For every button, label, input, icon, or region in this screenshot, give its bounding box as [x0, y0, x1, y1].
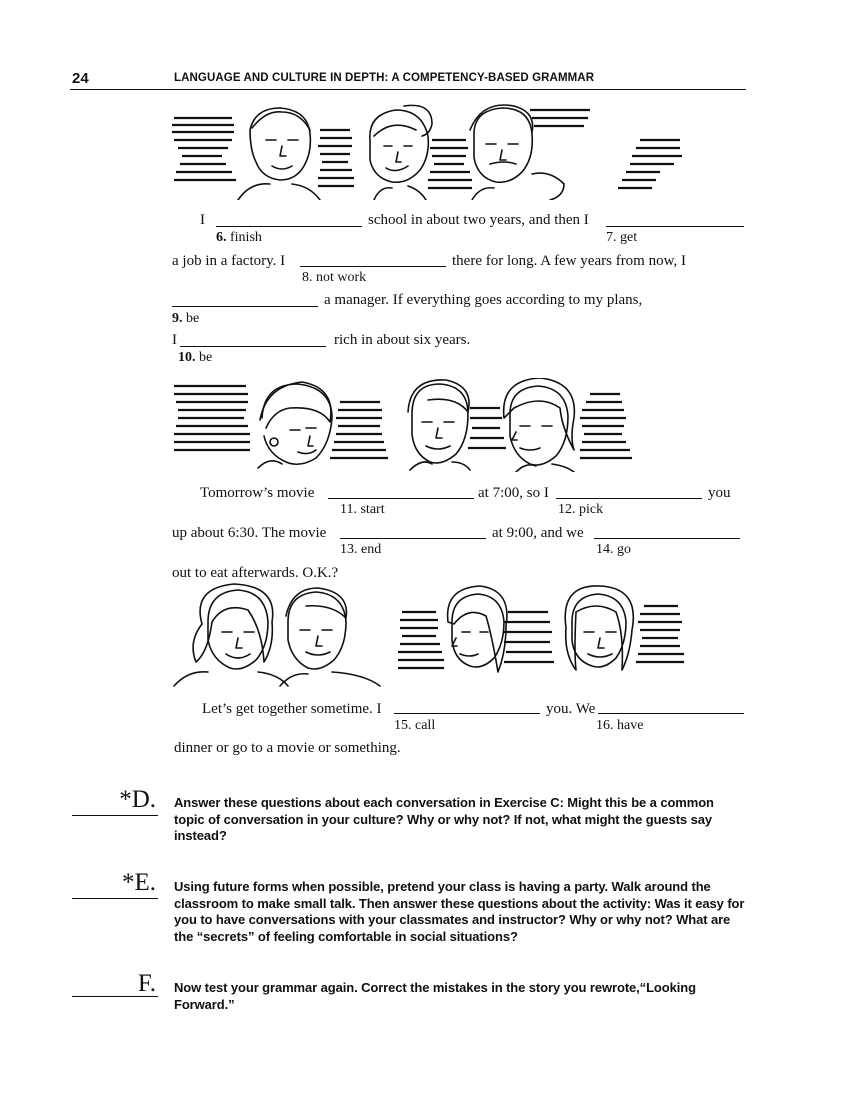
party-illustration-3	[168, 582, 688, 692]
c1-line2-middle: there for long. A few years from now, I	[452, 253, 686, 269]
c1-line4-middle: rich in about six years.	[334, 332, 471, 348]
c1-line1-middle: school in about two years, and then I	[368, 212, 589, 228]
c2-line1-end: you	[708, 485, 731, 501]
blank-13[interactable]	[340, 538, 486, 539]
blank-6[interactable]	[216, 226, 362, 227]
c2-line2-start: up about 6:30. The movie	[172, 525, 327, 541]
c3-line1-start: Let’s get together sometime. I	[202, 701, 382, 717]
c1-line4-start: I	[172, 332, 177, 348]
hint-14: 14. go	[596, 542, 631, 557]
c1-line2-start: a job in a factory. I	[172, 253, 286, 269]
blank-10[interactable]	[180, 346, 326, 347]
hint-7: 7. get	[606, 230, 638, 245]
person-woman-short-hair	[258, 382, 332, 468]
hint-15: 15. call	[394, 718, 436, 733]
party-illustration-1	[170, 100, 690, 200]
blank-9[interactable]	[172, 306, 318, 307]
exercise-e-letter: *E.	[121, 869, 156, 896]
blank-15[interactable]	[394, 713, 540, 714]
blank-12[interactable]	[556, 498, 702, 499]
header-rule	[70, 89, 746, 90]
exercise-f-text: Now test your grammar again. Correct the mistakes in the story you rewrote,“Looking Forward.”	[174, 980, 696, 1012]
hint-11: 11. start	[340, 502, 385, 517]
hint-16: 16. have	[596, 718, 644, 733]
c3-line2-start: dinner or go to a movie or something.	[174, 740, 401, 756]
hint-6: 6. finish	[216, 230, 262, 245]
c1-line1-start: I	[200, 212, 205, 228]
blank-14[interactable]	[594, 538, 740, 539]
exercise-d-text: Answer these questions about each conversation in Exercise C: Might this be a common topic of conversation in your culture? Why or why not? If not, what might the guests say instead?	[174, 795, 714, 843]
exercise-f-rule	[72, 996, 158, 997]
person-young-man-2	[408, 380, 470, 470]
exercise-e-rule	[72, 898, 158, 899]
exercise-e-text: Using future forms when possible, pretend your class is having a party. Walk around the classroom to make small talk. Then answer these questions about the activity: Was it easy for you to have conversations with your classmates and instructor? Why or why not? What are the “secrets” of feeling comfortable in social situations?	[174, 879, 745, 944]
person-woman-curly-hair	[174, 584, 288, 686]
hint-12: 12. pick	[558, 502, 604, 517]
c2-line3-start: out to eat afterwards. O.K.?	[172, 565, 339, 581]
c1-line3-middle: a manager. If everything goes according to my plans,	[324, 292, 643, 308]
party-illustration-2	[170, 378, 650, 472]
background-silhouettes-3	[398, 606, 684, 668]
background-silhouettes	[172, 110, 682, 188]
exercise-d-rule	[72, 815, 158, 816]
exercise-f-letter: F.	[137, 970, 156, 997]
running-header-title: LANGUAGE AND CULTURE IN DEPTH: A COMPETENCY-BASED GRAMMAR	[174, 72, 595, 84]
person-older-man	[280, 588, 380, 686]
blank-7[interactable]	[606, 226, 744, 227]
hint-9: 9. be	[172, 311, 200, 326]
page-number: 24	[72, 70, 89, 87]
exercise-d-letter: *D.	[119, 786, 156, 813]
hint-8: 8. not work	[302, 270, 367, 285]
hint-10: 10. be	[178, 350, 213, 365]
c3-line1-middle: you. We	[546, 701, 596, 717]
hint-13: 13. end	[340, 542, 382, 557]
blank-8[interactable]	[300, 266, 446, 267]
person-woman-bob	[565, 586, 633, 670]
c2-line1-start: Tomorrow’s movie	[200, 485, 315, 501]
blank-11[interactable]	[328, 498, 474, 499]
c2-line1-middle: at 7:00, so I	[478, 485, 549, 501]
person-woman-bun	[370, 105, 432, 200]
person-young-man	[238, 108, 320, 200]
person-man-mustache	[470, 105, 564, 200]
person-woman-profile	[448, 586, 507, 672]
blank-16[interactable]	[598, 713, 744, 714]
c2-line2-middle: at 9:00, and we	[492, 525, 584, 541]
person-woman-wavy-hair	[504, 378, 575, 472]
